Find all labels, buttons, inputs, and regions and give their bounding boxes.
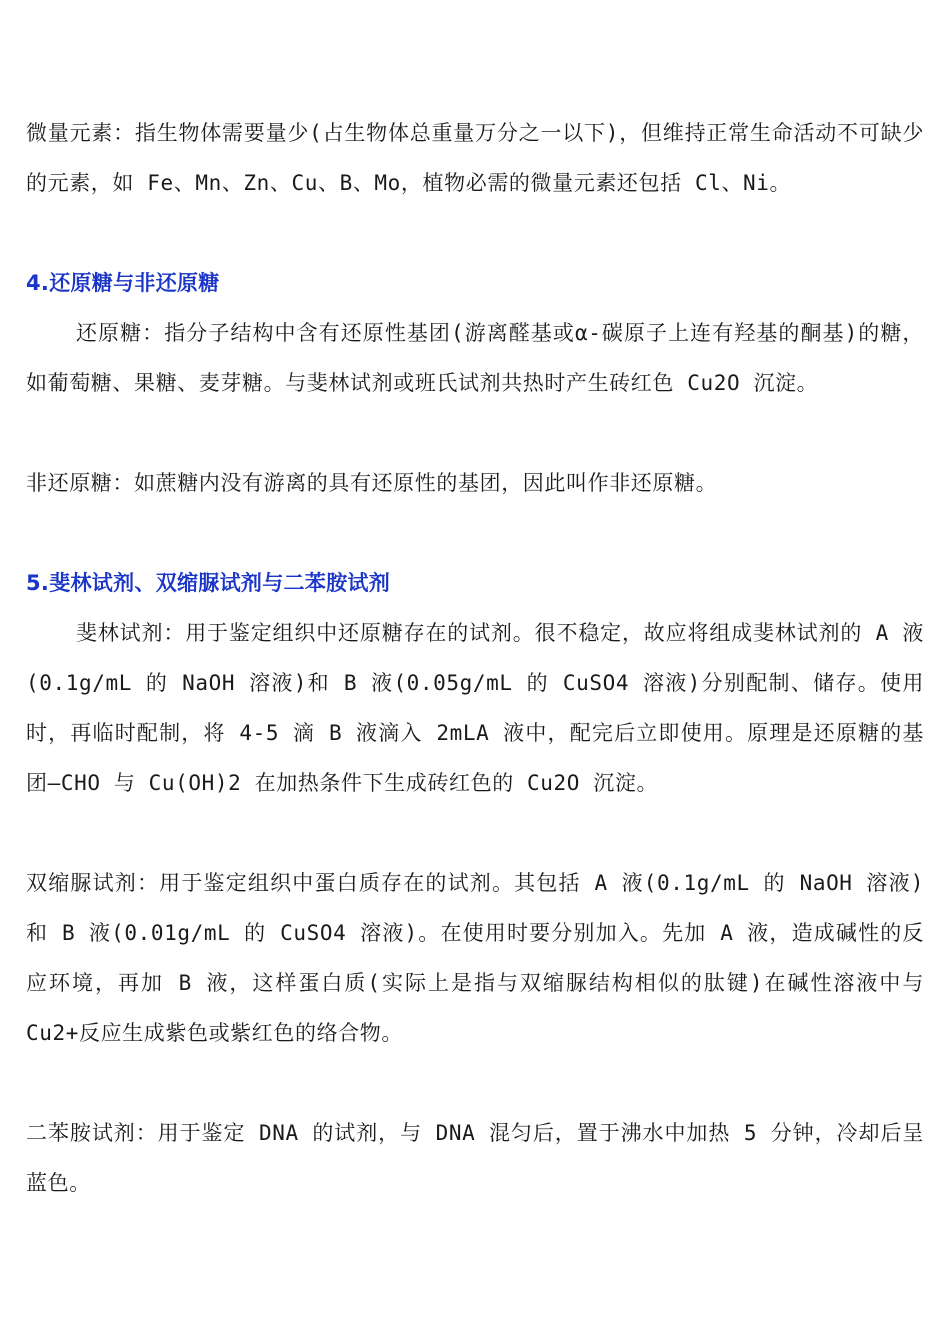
- section-4-heading: 4.还原糖与非还原糖: [26, 271, 220, 295]
- micro-elements-paragraph: 微量元素：指生物体需要量少(占生物体总重量万分之一以下)，但维持正常生命活动不可缺少的元素，如 Fe、Mn、Zn、Cu、B、Mo，植物必需的微量元素还包括 Cl、Ni。: [26, 121, 924, 195]
- biuret-reagent-paragraph: 双缩脲试剂：用于鉴定组织中蛋白质存在的试剂。其包括 A 液(0.1g/mL 的 NaOH 溶液)和 B 液(0.01g/mL 的 CuSO4 溶液)。在使用时要分别加入。先加 A 液，造成碱性的反应环境，再加 B 液，这样蛋白质(实际上是指与双缩脲结构相似的肽键)在碱性溶液中与 Cu2+反应生成紫色或紫红色的络合物。: [26, 871, 924, 1045]
- spacer: [26, 208, 924, 258]
- section-5-heading: 5.斐林试剂、双缩脲试剂与二苯胺试剂: [26, 571, 390, 595]
- reducing-sugar-paragraph: 还原糖：指分子结构中含有还原性基团(游离醛基或α-碳原子上连有羟基的酮基)的糖，如葡萄糖、果糖、麦芽糖。与斐林试剂或班氏试剂共热时产生砖红色 Cu2O 沉淀。: [26, 321, 924, 395]
- spacer: [26, 808, 924, 858]
- spacer: [26, 408, 924, 458]
- fehling-reagent-paragraph: 斐林试剂：用于鉴定组织中还原糖存在的试剂。很不稳定，故应将组成斐林试剂的 A 液(0.1g/mL 的 NaOH 溶液)和 B 液(0.05g/mL 的 CuSO4 溶液)分别配制、储存。使用时，再临时配制，将 4-5 滴 B 液滴入 2mLA 液中，配完后立即使用。原理是还原糖的基团—CHO 与 Cu(OH)2 在加热条件下生成砖红色的 Cu2O 沉淀。: [26, 621, 924, 795]
- document-page: [26, 108, 924, 1208]
- non-reducing-sugar-paragraph: 非还原糖：如蔗糖内没有游离的具有还原性的基团，因此叫作非还原糖。: [26, 471, 718, 495]
- spacer: [26, 1058, 924, 1108]
- spacer: [26, 508, 924, 558]
- diphenylamine-reagent-paragraph: 二苯胺试剂：用于鉴定 DNA 的试剂，与 DNA 混匀后，置于沸水中加热 5 分钟，冷却后呈蓝色。: [26, 1121, 924, 1195]
